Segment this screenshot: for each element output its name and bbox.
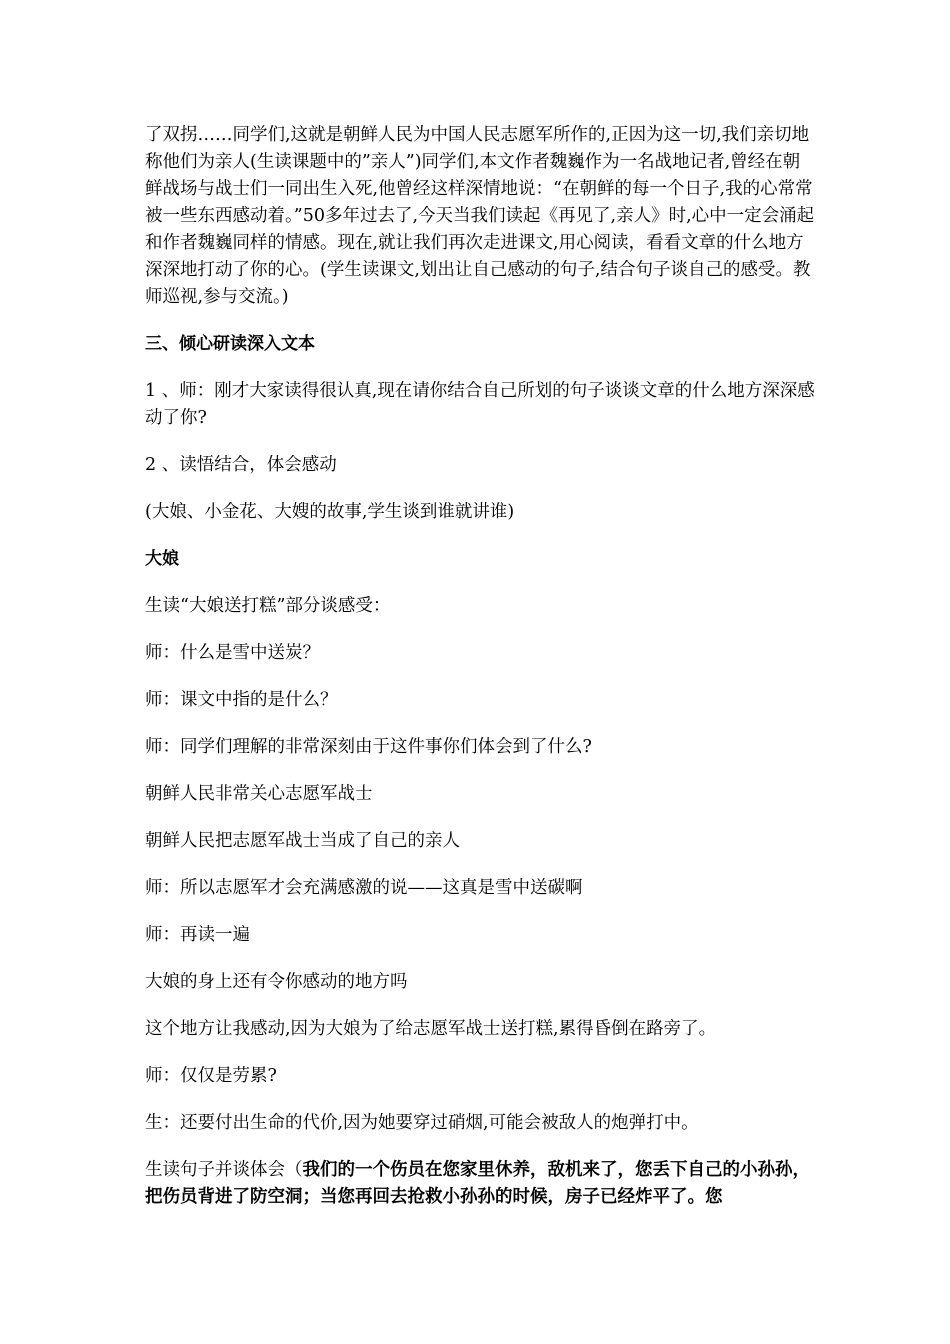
paragraph-5: 师：什么是雪中送炭？ [145, 643, 320, 663]
paragraph-9: 朝鲜人民把志愿军战士当成了自己的亲人 [145, 831, 460, 851]
paragraph-6: 师：课文中指的是什么？ [145, 690, 338, 710]
paragraph-11: 师：再读一遍 [145, 925, 250, 945]
sub-heading: 大娘 [145, 549, 179, 569]
intro-paragraph: 了双拐……同学们,这就是朝鲜人民为中国人民志愿军所作的,正因为这一切,我们亲切地称他们为亲人(生读课题中的”亲人”)同学们,本文作者魏巍作为一名战地记者,曾经在朝鲜战场与战士们一同出生入死,他曾经这样深情地说：“在朝鲜的每一个日子,我的心常常被一些东西感动着。”50多年过去了,今天当我们读起《再见了,亲人》时,心中一定会涌起和作者魏巍同样的情感。现在,就让我们再次走进课文,用心阅读，看看文章的什么地方深深地打动了你的心。(学生读课文,划出让自己感动的句子,结合句子谈自己的感受。教师巡视,参与交流。) [145, 125, 815, 307]
paragraph-14: 师：仅仅是劳累? [145, 1066, 277, 1086]
paragraph-1: 1 、师：刚才大家读得很认真,现在请你结合自己所划的句子谈谈文章的什么地方深深感动了你? [145, 381, 815, 428]
paragraph-16-prefix: 生读句子并谈体会（ [145, 1160, 303, 1180]
paragraph-10: 师：所以志愿军才会充满感激的说——这真是雪中送碳啊 [145, 878, 583, 898]
paragraph-4: 生读“大娘送打糕”部分谈感受： [145, 596, 391, 616]
paragraph-16 [145, 1157, 815, 1211]
paragraph-2: 2 、读悟结合，体会感动 [145, 455, 337, 475]
paragraph-3: (大娘、小金花、大嫂的故事,学生谈到谁就讲谁) [145, 502, 515, 522]
paragraph-16-bold-quote: 我们的一个伤员在您家里休养，敌机来了，您丢下自己的小孙孙，把伤员背进了防空洞；当您再回去抢救小孙孙的时候，房子已经炸平了。您 [145, 1160, 810, 1207]
paragraph-8: 朝鲜人民非常关心志愿军战士 [145, 784, 373, 804]
paragraph-15: 生：还要付出生命的代价,因为她要穿过硝烟,可能会被敌人的炮弹打中。 [145, 1113, 699, 1133]
paragraph-13: 这个地方让我感动,因为大娘为了给志愿军战士送打糕,累得昏倒在路旁了。 [145, 1019, 717, 1039]
paragraph-7: 师：同学们理解的非常深刻由于这件事你们体会到了什么? [145, 737, 592, 757]
document-body [145, 122, 815, 1211]
section-heading: 三、倾心研读深入文本 [145, 334, 315, 354]
paragraph-12: 大娘的身上还有令你感动的地方吗 [145, 972, 408, 992]
